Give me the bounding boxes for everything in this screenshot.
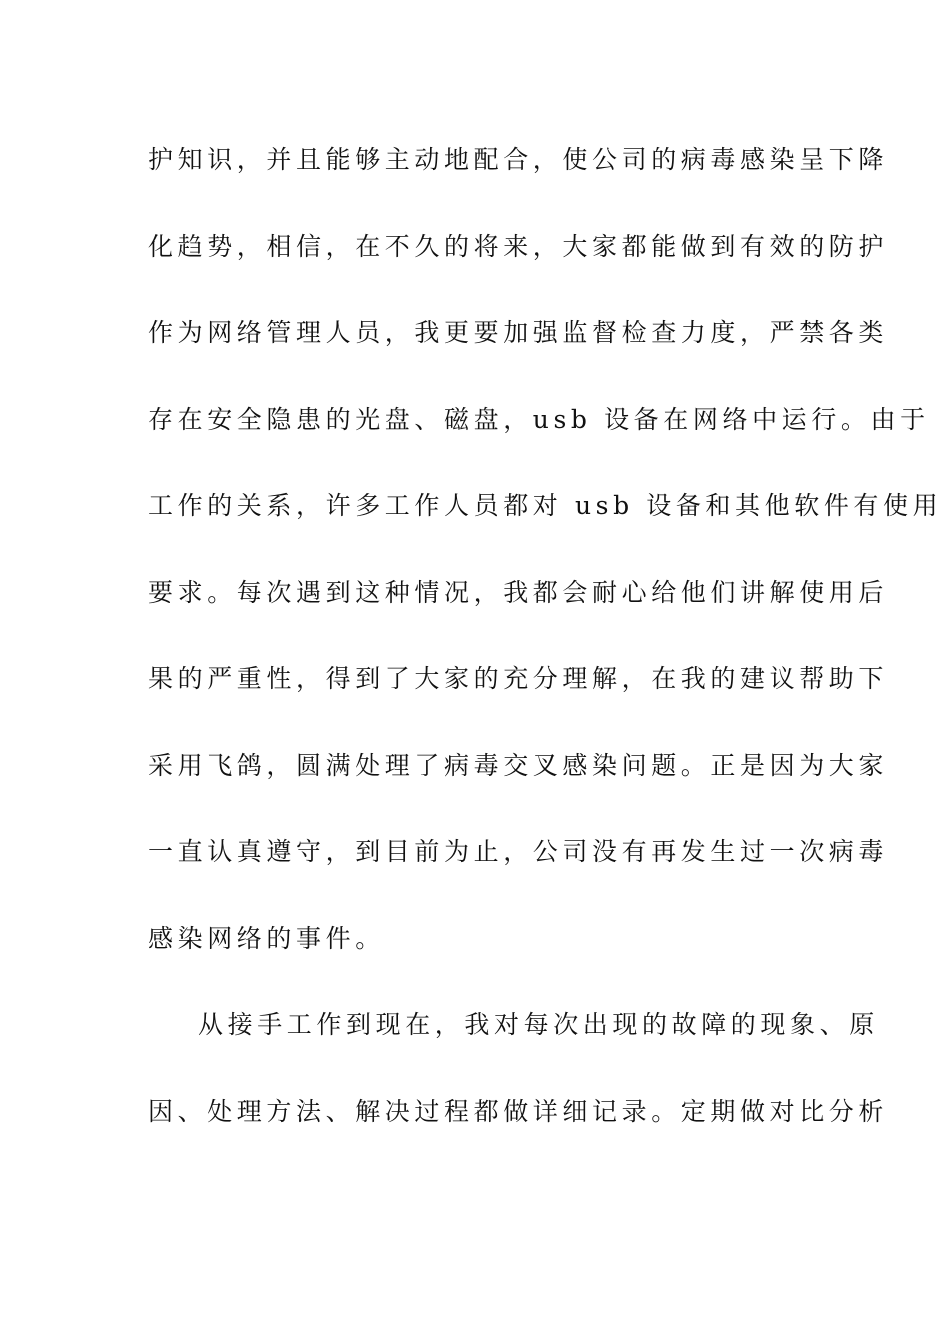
paragraph [148,1003,889,1176]
text-line: 要求。每次遇到这种情况，我都会耐心给他们讲解使用后 [148,577,889,607]
text-line: 采用飞鸽，圆满处理了病毒交叉感染问题。正是因为大家 [148,750,889,780]
text-line: 存在安全隐患的光盘、磁盘，usb 设备在网络中运行。由于 [148,404,930,434]
document-body [148,138,943,1176]
paragraph [148,138,943,1003]
text-line: 感染网络的事件。 [148,923,385,953]
text-line: 工作的关系，许多工作人员都对 usb 设备和其他软件有使用 [148,491,943,520]
text-line: 护知识，并且能够主动地配合，使公司的病毒感染呈下降 [148,145,889,174]
text-line: 作为网络管理人员，我更要加强监督检查力度，严禁各类 [148,318,889,347]
text-line: 从接手工作到现在，我对每次出现的故障的现象、原 [198,1010,879,1039]
text-line: 因、处理方法、解决过程都做详细记录。定期做对比分析 [148,1096,889,1126]
text-line: 化趋势，相信，在不久的将来，大家都能做到有效的防护 [148,231,889,261]
text-line: 果的严重性，得到了大家的充分理解，在我的建议帮助下 [148,664,889,693]
text-line: 一直认真遵守，到目前为止，公司没有再发生过一次病毒 [148,837,889,866]
